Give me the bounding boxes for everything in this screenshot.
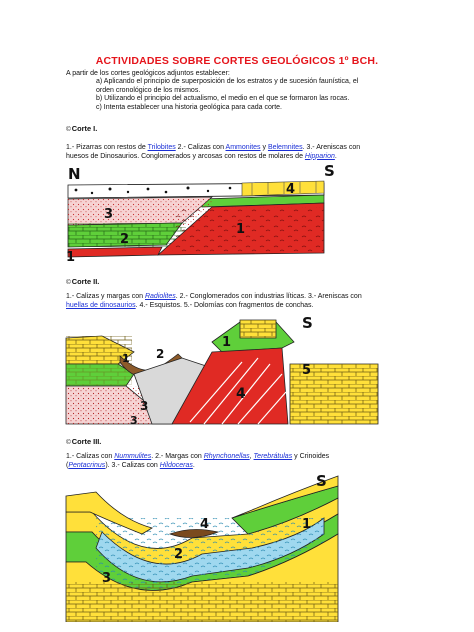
corte2-heading [66, 277, 99, 286]
corte3-text-6: ). 3.- Calizas con [105, 461, 160, 469]
corte1-text-2: 2.- Calizas con [175, 144, 226, 151]
fig-label-1: 1 [236, 222, 246, 237]
corte1-text-3: y [260, 144, 268, 151]
corte1-text-6: . [334, 152, 337, 160]
corte2-description [66, 293, 410, 310]
fig3-label-4: 4 [200, 517, 210, 532]
corte1-heading-text: Corte I. [71, 124, 98, 133]
link-terebratulas[interactable]: Terebrátulas [253, 453, 293, 460]
corte3-heading [66, 437, 101, 446]
intro-item-c: c) Intenta establecer una historia geológica para cada corte. [96, 103, 283, 111]
fig2-label-1-right: 1 [222, 335, 232, 350]
fig-label-1-left: 1 [66, 250, 76, 265]
corte2-bullet-icon: © [66, 279, 71, 286]
corte3-heading-text: Corte III. [71, 437, 102, 446]
fig-label-3: 3 [104, 207, 114, 222]
corte2-cross-section [62, 312, 416, 428]
intro-block [66, 70, 406, 112]
link-belemnites[interactable]: Belemnites [267, 144, 303, 151]
page-title: ACTIVIDADES SOBRE CORTES GEOLÓGICOS 1º BCH. [95, 55, 379, 67]
link-ammonites[interactable]: Ammonites [225, 144, 261, 151]
corte2-text-1: 1.- Calizas y margas con [66, 293, 145, 300]
link-pentacrinus[interactable]: Pentacrinus [68, 461, 106, 469]
yellow-layer-4 [242, 181, 324, 196]
corte1-text-5: huesos de Dinosaurios. Conglomerados y arcosas con restos de molares de [66, 152, 305, 160]
corte3-text-4: y Crinoides [292, 453, 330, 460]
fig3-label-2: 2 [174, 547, 184, 562]
corte1-bullet-icon: © [66, 126, 71, 133]
corte1-description [66, 144, 410, 161]
corte1-heading [66, 124, 97, 133]
corte2-heading-text: Corte II. [71, 277, 100, 286]
fig2-label-2: 2 [156, 347, 165, 361]
link-trilobites[interactable]: Trilobites [147, 144, 176, 151]
intro-item-b: b) Utilizando el principio del actualismo, el medio en el que se formaron las rocas. [96, 95, 350, 103]
fig3-label-1: 1 [302, 517, 312, 532]
fig-label-4: 4 [286, 182, 296, 197]
fig2-label-3b: 3 [130, 414, 138, 427]
red-slate-layer-1-left [68, 247, 162, 257]
corte1-text-1: 1.- Pizarras con restos de [66, 144, 148, 151]
intro-lead: A partir de los cortes geológicos adjuntos establecer: [66, 70, 230, 77]
link-nummulites[interactable]: Nummulites [114, 453, 152, 460]
south-label-2: S [302, 314, 313, 332]
north-label: N [68, 165, 81, 183]
corte3-text-5: ( [66, 461, 69, 469]
link-hipparion[interactable]: Hipparion [304, 152, 335, 160]
fig2-label-5: 5 [302, 363, 312, 378]
corte3-text-1: 1.- Calizas con [66, 453, 115, 460]
corte3-text-3: , [249, 453, 254, 460]
corte1-text-4: . 3.- Areniscas con [302, 144, 361, 151]
south-label: S [324, 163, 335, 180]
fig-label-2: 2 [120, 232, 130, 247]
fig2-label-4: 4 [236, 386, 246, 402]
corte3-text-7: . [192, 461, 195, 469]
intro-item-a-line1: a) Aplicando el principio de superposición de los estratos y de sucesión faunística, el [96, 78, 359, 86]
intro-item-a [66, 78, 406, 95]
corte3-text-2: . 2.- Margas con [151, 453, 204, 460]
corte2-text-3: . 4.- Esquistos. 5.- Dolomías con fragmentos de conchas. [135, 301, 314, 309]
fig2-label-1-left: 1 [122, 352, 130, 365]
link-rhynchonellas[interactable]: Rhynchonellas [203, 453, 250, 460]
fig2-label-3: 3 [140, 399, 149, 413]
south-label-3: S [316, 472, 327, 490]
corte3-cross-section [62, 472, 352, 622]
link-radiolites[interactable]: Radiolites [144, 293, 176, 300]
corte3-bullet-icon: © [66, 439, 71, 446]
link-hildoceras[interactable]: Hildoceras [159, 461, 193, 469]
corte2-text-2: . 2.- Conglomerados con industrias líticas. 3.- Areniscas con [175, 293, 362, 300]
intro-item-a-line2: orden cronológico de los mismos. [96, 86, 201, 94]
corte3-description [66, 453, 410, 470]
fig3-label-3: 3 [102, 571, 112, 586]
corte1-cross-section [62, 163, 340, 265]
link-huellas-dinosaurios[interactable]: huellas de dinosaurios [66, 301, 136, 309]
